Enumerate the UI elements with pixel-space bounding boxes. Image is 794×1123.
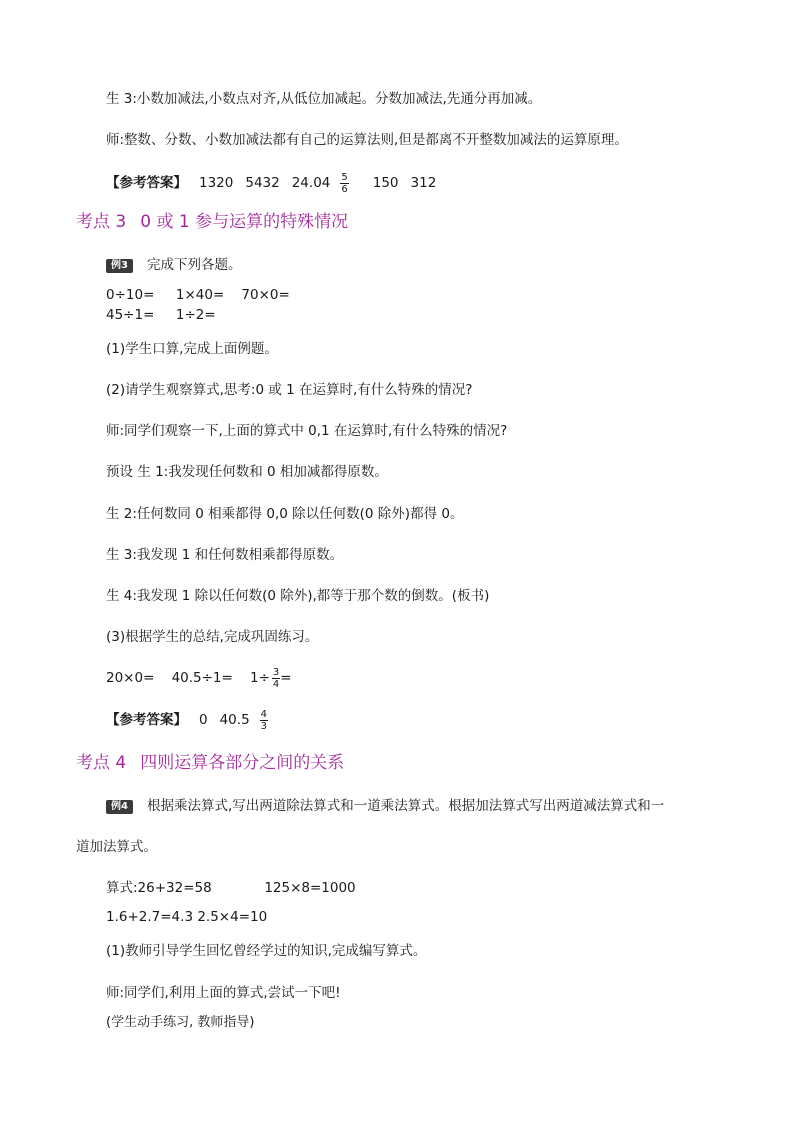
practice-equals: = bbox=[280, 670, 292, 686]
exercise-item: 1÷2= bbox=[175, 307, 216, 323]
paragraph-student3: 生 3:小数加减法,小数点对齐,从低位加减起。分数加减法,先通分再加减。 bbox=[106, 91, 542, 107]
practice-item: 40.5÷1= bbox=[171, 670, 233, 686]
answer-value: 5432 bbox=[245, 175, 280, 191]
example-3-line bbox=[106, 256, 241, 274]
section-title: 四则运算各部分之间的关系 bbox=[140, 753, 345, 773]
example-4-line-continued: 道加法算式。 bbox=[76, 839, 157, 855]
practice-item: 20×0= bbox=[106, 670, 155, 686]
section-title: 0 或 1 参与运算的特殊情况 bbox=[140, 212, 349, 232]
fraction-numerator: 3 bbox=[272, 666, 280, 678]
practice-fraction bbox=[272, 667, 280, 690]
answer-value: 1320 bbox=[199, 175, 234, 191]
exercise-item: 45÷1= bbox=[106, 307, 155, 323]
fraction-numerator: 5 bbox=[341, 171, 348, 183]
section-heading-3 bbox=[76, 211, 348, 233]
answer-value: 312 bbox=[410, 175, 437, 191]
answer-value: 40.5 bbox=[219, 712, 250, 728]
answer-fraction bbox=[260, 709, 280, 732]
answer-row-2 bbox=[106, 706, 292, 734]
practice-item: 1÷ bbox=[250, 670, 270, 686]
step-1: (1)学生口算,完成上面例题。 bbox=[106, 341, 278, 357]
exercise-item: 1×40= bbox=[175, 287, 225, 303]
answer-label: 【参考答案】 bbox=[106, 175, 187, 191]
paragraph-teacher-summary: 师:整数、分数、小数加减法都有自己的运算法则,但是都离不开整数加减法的运算原理。 bbox=[106, 132, 628, 148]
example-4-line bbox=[106, 797, 664, 815]
fraction-denominator: 3 bbox=[260, 720, 268, 732]
example-text: 完成下列各题。 bbox=[146, 257, 242, 273]
fraction-denominator: 4 bbox=[272, 678, 280, 690]
student-1-answer: 预设 生 1:我发现任何数和 0 相加减都得原数。 bbox=[106, 464, 388, 480]
exercise-item: 70×0= bbox=[241, 287, 290, 303]
teacher-question: 师:同学们观察一下,上面的算式中 0,1 在运算时,有什么特殊的情况? bbox=[106, 423, 508, 439]
student-2-answer: 生 2:任何数同 0 相乘都得 0,0 除以任何数(0 除外)都得 0。 bbox=[106, 506, 464, 522]
exercise-row-1 bbox=[106, 286, 290, 304]
answer-value: 150 bbox=[372, 175, 399, 191]
answer-fraction bbox=[340, 172, 360, 195]
section-number: 考点 3 bbox=[76, 212, 127, 232]
step-1: (1)教师引导学生回忆曾经学过的知识,完成编写算式。 bbox=[106, 943, 427, 959]
section-heading-4 bbox=[76, 752, 344, 774]
section-number: 考点 4 bbox=[76, 753, 127, 773]
answer-label: 【参考答案】 bbox=[106, 712, 187, 728]
formula-row-1 bbox=[106, 879, 356, 897]
answer-row-1 bbox=[106, 170, 448, 196]
exercise-row-2 bbox=[106, 306, 216, 324]
answer-value: 0 bbox=[199, 712, 208, 728]
fraction-denominator: 6 bbox=[341, 183, 348, 195]
formula-row-2: 1.6+2.7=4.3 2.5×4=10 bbox=[106, 909, 268, 925]
formula: 算式:26+32=58 bbox=[106, 880, 212, 896]
example-badge: 例3 bbox=[106, 259, 133, 273]
formula: 125×8=1000 bbox=[264, 880, 356, 896]
example-text: 根据乘法算式,写出两道除法算式和一道乘法算式。根据加法算式写出两道减法算式和一 bbox=[146, 798, 665, 814]
step-2: (2)请学生观察算式,思考:0 或 1 在运算时,有什么特殊的情况? bbox=[106, 382, 473, 398]
teacher-prompt: 师:同学们,利用上面的算式,尝试一下吧! bbox=[106, 985, 341, 1001]
practice-row bbox=[106, 664, 292, 692]
student-4-answer: 生 4:我发现 1 除以任何数(0 除外),都等于那个数的倒数。(板书) bbox=[106, 588, 490, 604]
example-badge: 例4 bbox=[106, 800, 133, 814]
fraction-numerator: 4 bbox=[260, 708, 268, 720]
activity-note: (学生动手练习, 教师指导) bbox=[106, 1015, 255, 1030]
student-3-answer: 生 3:我发现 1 和任何数相乘都得原数。 bbox=[106, 547, 344, 563]
answer-value: 24.04 bbox=[291, 175, 331, 191]
exercise-item: 0÷10= bbox=[106, 287, 155, 303]
step-3: (3)根据学生的总结,完成巩固练习。 bbox=[106, 629, 319, 645]
